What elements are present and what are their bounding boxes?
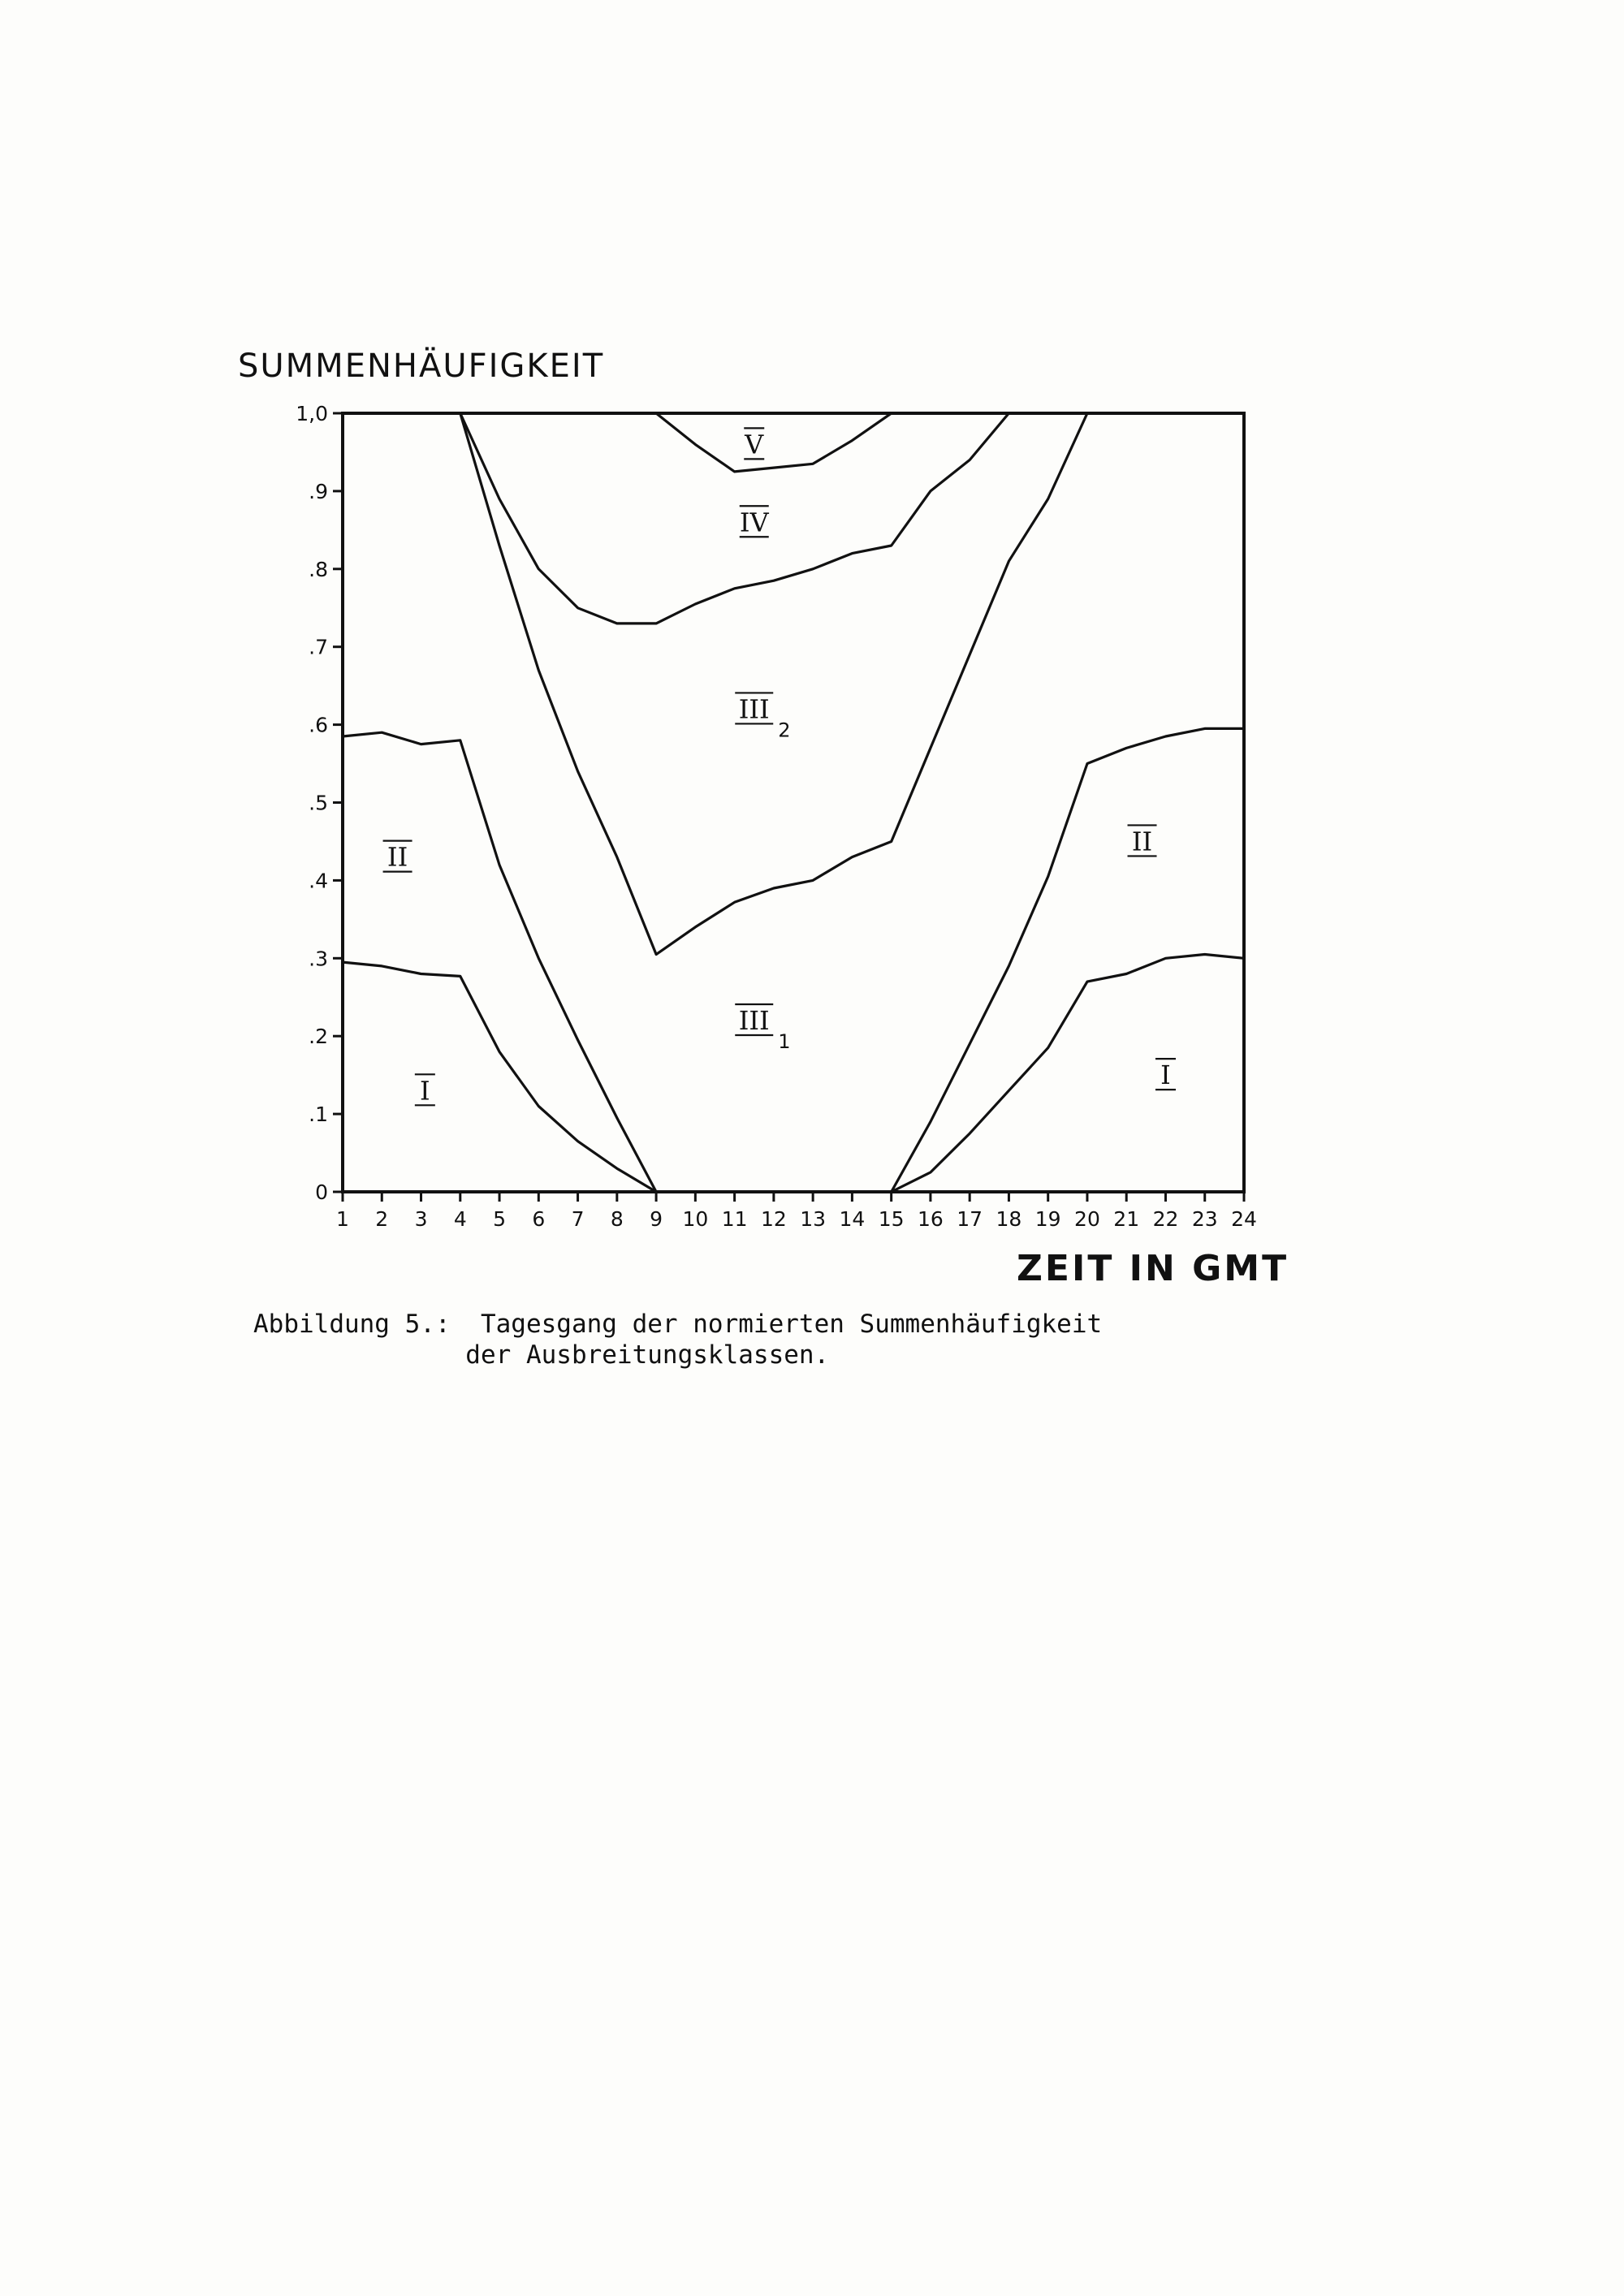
caption-line-2: der Ausbreitungsklassen.	[465, 1340, 830, 1370]
x-tick-label: 9	[650, 1207, 663, 1231]
class-labels	[383, 428, 1176, 1106]
y-tick-label: .4	[309, 869, 328, 893]
region-label: V	[745, 429, 764, 460]
x-tick-label: 23	[1191, 1207, 1218, 1231]
region-label: I	[420, 1075, 430, 1107]
plot-frame	[343, 413, 1244, 1192]
region-label: I	[1160, 1060, 1171, 1091]
y-tick-label: .6	[309, 713, 328, 737]
x-tick-label: 24	[1231, 1207, 1257, 1231]
x-tick-label: 11	[721, 1207, 748, 1231]
y-tick-label: .9	[309, 479, 328, 503]
y-tick-label: 1,0	[296, 402, 328, 425]
region-label: II	[387, 841, 408, 873]
x-axis-title: ZEIT IN GMT	[1017, 1248, 1289, 1289]
figure-caption	[253, 1309, 1102, 1370]
region-label-subscript: 2	[778, 719, 791, 742]
x-tick-label: 16	[918, 1207, 944, 1231]
caption-line-1: Tagesgang der normierten Summenhäufigkeit	[480, 1310, 1103, 1339]
x-tick-label: 2	[375, 1207, 389, 1231]
boundary-line-i	[343, 955, 1244, 1193]
boundary-line-iv	[343, 413, 1244, 472]
x-tick-label: 18	[996, 1207, 1022, 1231]
region-label-subscript: 1	[778, 1030, 791, 1054]
caption-label: Abbildung 5.:	[253, 1310, 451, 1339]
boundary-line-iii1	[343, 413, 1244, 955]
y-tick-label: .5	[309, 791, 328, 815]
x-tick-label: 3	[414, 1207, 428, 1231]
y-tick-label: .1	[309, 1103, 328, 1127]
region-label: II	[1131, 826, 1153, 857]
y-tick-label: .3	[309, 947, 328, 971]
x-tick-label: 6	[532, 1207, 546, 1231]
y-tick-label: .2	[309, 1025, 328, 1049]
x-tick-label: 17	[957, 1207, 983, 1231]
x-tick-label: 10	[682, 1207, 709, 1231]
x-tick-label: 4	[453, 1207, 467, 1231]
x-tick-label: 21	[1113, 1207, 1140, 1231]
x-tick-label: 22	[1152, 1207, 1179, 1231]
region-label: III	[738, 693, 770, 725]
region-label: IV	[739, 507, 769, 538]
y-tick-label: .8	[309, 557, 328, 581]
region-label: III	[738, 1005, 770, 1037]
boundary-line-iii2	[343, 413, 1244, 624]
class-boundaries	[343, 413, 1244, 1192]
x-axis-ticks	[336, 1192, 1257, 1231]
y-tick-label: .7	[309, 635, 328, 659]
x-tick-label: 12	[760, 1207, 787, 1231]
x-tick-label: 5	[493, 1207, 506, 1231]
y-axis-title: SUMMENHÄUFIGKEIT	[238, 347, 605, 385]
boundary-line-ii	[343, 728, 1244, 1192]
x-tick-label: 19	[1034, 1207, 1061, 1231]
x-tick-label: 1	[336, 1207, 349, 1231]
x-tick-label: 8	[610, 1207, 624, 1231]
x-tick-label: 15	[878, 1207, 905, 1231]
y-axis-ticks	[296, 402, 343, 1204]
x-tick-label: 14	[839, 1207, 866, 1231]
x-tick-label: 20	[1074, 1207, 1100, 1231]
x-tick-label: 13	[800, 1207, 827, 1231]
x-tick-label: 7	[571, 1207, 585, 1231]
y-tick-label: 0	[315, 1180, 328, 1204]
